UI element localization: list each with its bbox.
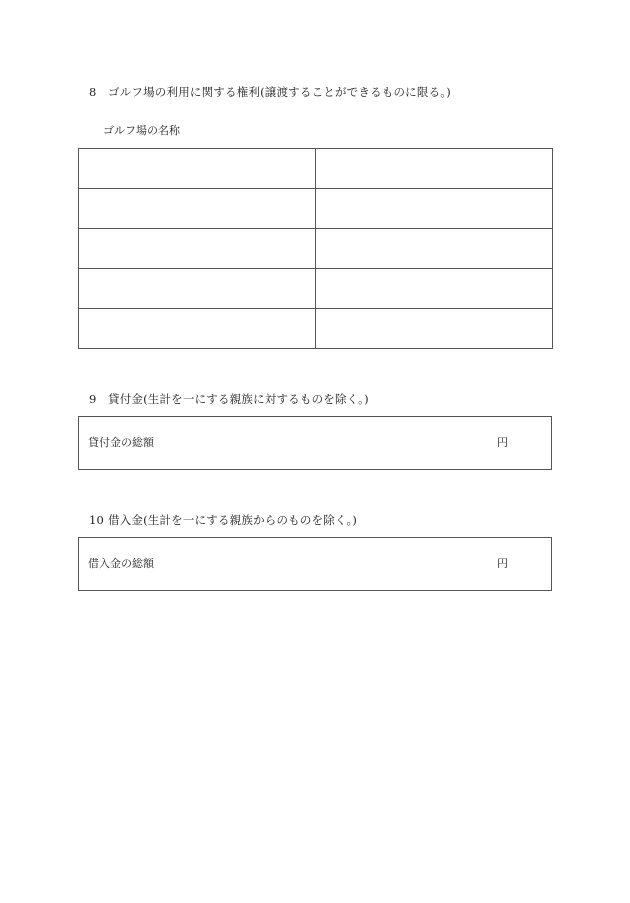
golf-course-table xyxy=(78,148,553,349)
golf-course-name-cell[interactable] xyxy=(79,269,316,309)
section-8-number: 8 xyxy=(89,85,97,99)
golf-course-detail-cell[interactable] xyxy=(316,269,553,309)
golf-course-name-cell[interactable] xyxy=(79,229,316,269)
golf-course-name-cell[interactable] xyxy=(79,189,316,229)
table-row xyxy=(79,269,553,309)
table-row xyxy=(79,229,553,269)
section-10-heading xyxy=(89,513,357,527)
yen-unit-label: 円 xyxy=(497,436,508,449)
golf-course-detail-cell[interactable] xyxy=(316,229,553,269)
loan-receivable-total-value[interactable] xyxy=(379,436,489,450)
loan-receivable-box xyxy=(78,416,552,470)
borrowings-box xyxy=(78,537,552,591)
section-9-heading xyxy=(89,392,369,406)
borrowings-total-label: 借入金の総額 xyxy=(88,557,154,570)
golf-course-name-label: ゴルフ場の名称 xyxy=(103,124,180,137)
golf-course-detail-cell[interactable] xyxy=(316,189,553,229)
section-9-number: 9 xyxy=(89,392,97,406)
table-row xyxy=(79,189,553,229)
table-row xyxy=(79,149,553,189)
section-10-number: 10 xyxy=(89,513,105,527)
section-8-title: ゴルフ場の利用に関する権利(譲渡することができるものに限る。) xyxy=(108,85,451,99)
golf-course-name-cell[interactable] xyxy=(79,309,316,349)
borrowings-total-value[interactable] xyxy=(379,557,489,571)
section-8-heading xyxy=(89,85,451,99)
table-row xyxy=(79,309,553,349)
yen-unit-label: 円 xyxy=(497,557,508,570)
section-10-title: 借入金(生計を一にする親族からのものを除く。) xyxy=(108,513,358,527)
golf-course-name-cell[interactable] xyxy=(79,149,316,189)
loan-receivable-total-label: 貸付金の総額 xyxy=(88,436,154,449)
section-9-title: 貸付金(生計を一にする親族に対するものを除く。) xyxy=(108,392,369,406)
golf-course-detail-cell[interactable] xyxy=(316,149,553,189)
golf-course-detail-cell[interactable] xyxy=(316,309,553,349)
